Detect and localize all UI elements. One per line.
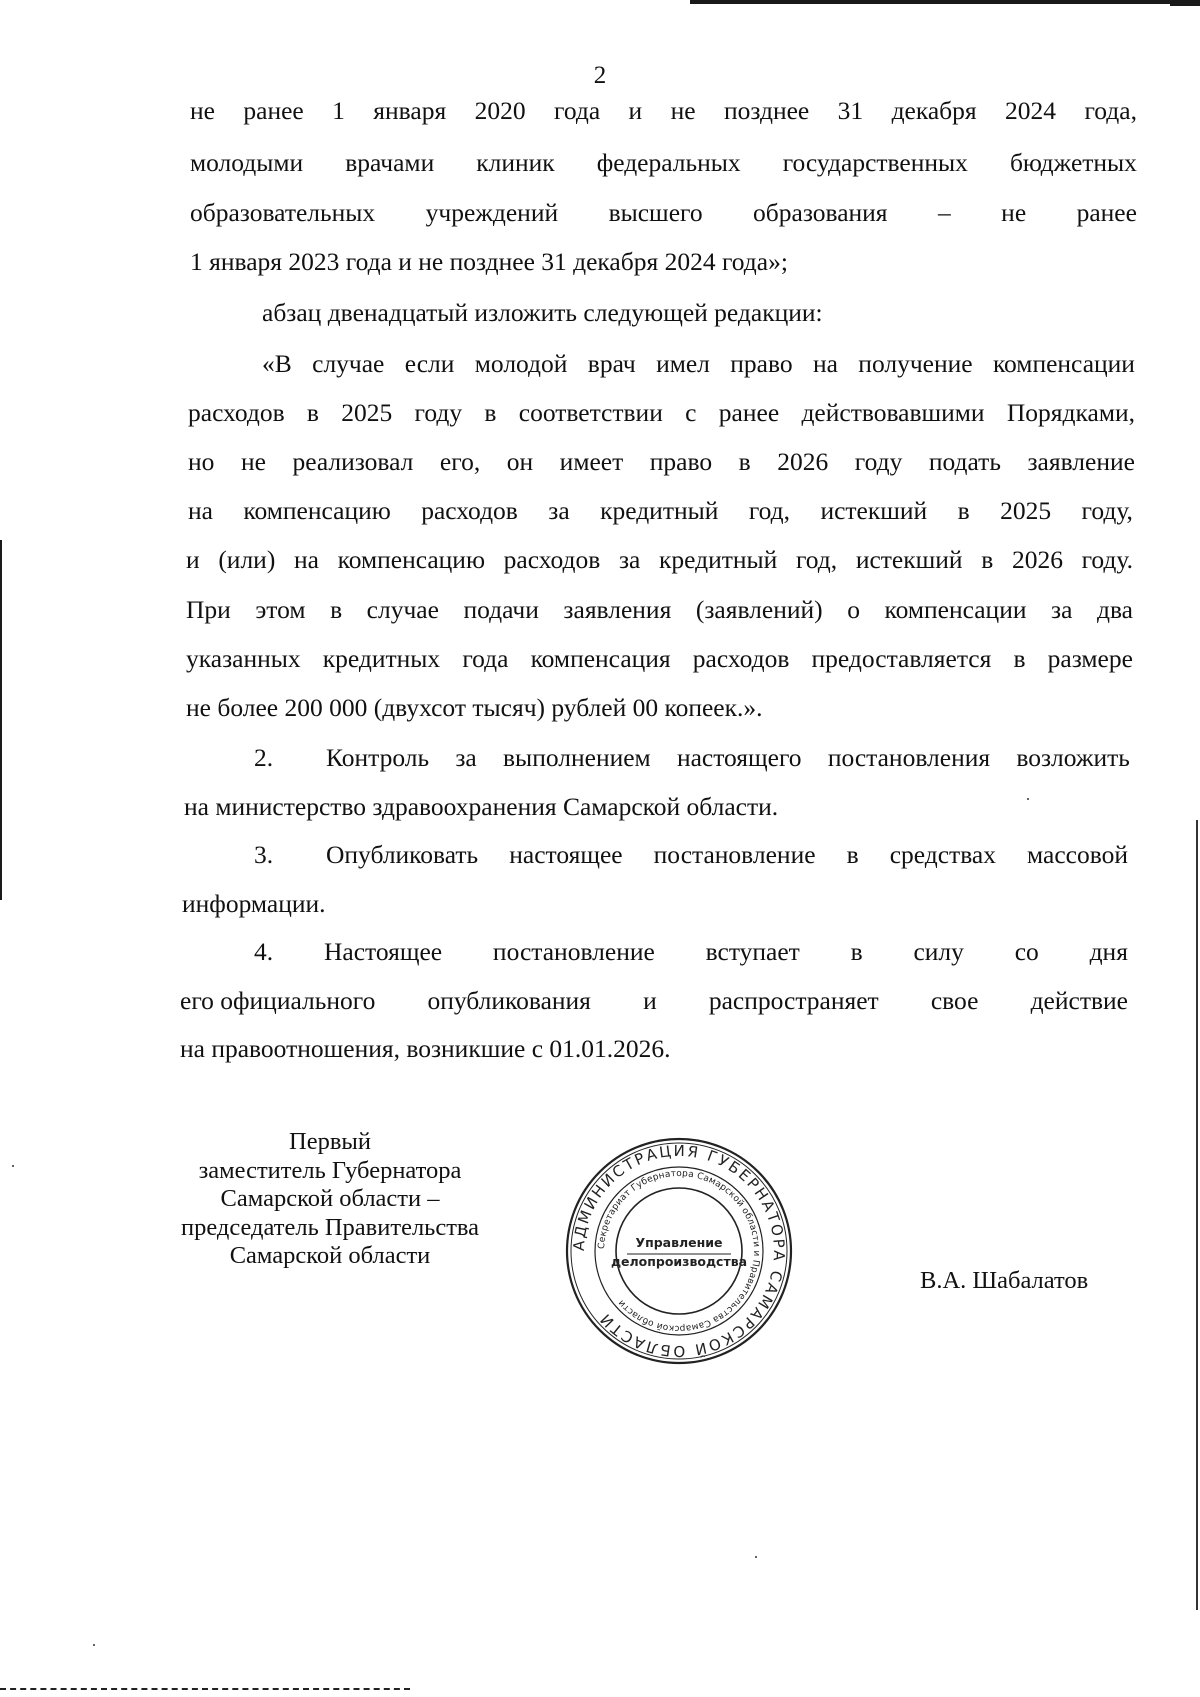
text-word: учреждений — [425, 198, 559, 227]
text-line — [180, 984, 1128, 1018]
text-word: действовавшими — [801, 398, 985, 427]
text-word: имеет — [559, 447, 624, 476]
text-word: заявления — [563, 595, 672, 624]
stamp-outer-text: АДМИНИСТРАЦИЯ ГУБЕРНАТОРА САМАРСКОЙ ОБЛАСТИ — [569, 1141, 789, 1361]
text-word: расходов — [692, 644, 790, 673]
text-word: со — [1014, 937, 1039, 966]
text-word: 1 — [332, 96, 345, 125]
text-word: государственных — [782, 148, 968, 177]
text-word: за — [548, 496, 570, 525]
text-word: году, — [1081, 496, 1133, 525]
text-word: (заявлений) — [695, 595, 823, 624]
text-word: декабря — [891, 96, 977, 125]
text-word: в — [330, 595, 343, 624]
text-word: не — [1001, 198, 1027, 227]
scan-speck — [12, 1165, 14, 1167]
text-word: действие — [1030, 986, 1128, 1015]
text-line — [188, 445, 1135, 479]
text-word: федеральных — [596, 148, 741, 177]
text-word: компенсации — [992, 349, 1135, 378]
scan-speck — [755, 1556, 757, 1558]
text-word: свое — [930, 986, 979, 1015]
scan-artifact-right — [1196, 820, 1198, 1610]
text-word: два — [1097, 595, 1133, 624]
text-line — [188, 494, 1133, 528]
paragraph-number: 4. — [254, 937, 274, 966]
text-word: 2025 — [341, 398, 393, 427]
official-stamp — [563, 1135, 795, 1367]
scan-speck — [1027, 798, 1029, 800]
text-word: не — [190, 96, 215, 125]
text-line: не более 200 000 (двухсот тысяч) рублей 00 копеек.». — [186, 693, 763, 722]
text-word: году — [854, 447, 903, 476]
text-word: компенсацию — [243, 496, 391, 525]
text-word: соответствии — [518, 398, 663, 427]
text-word: «В — [262, 349, 292, 378]
text-word: Порядками, — [1006, 398, 1135, 427]
text-word: если — [404, 349, 455, 378]
text-word: – — [937, 198, 951, 227]
text-word: подать — [928, 447, 1001, 476]
text-word: его официального — [180, 986, 376, 1015]
text-word: на — [293, 545, 319, 574]
text-word: году. — [1081, 545, 1133, 574]
text-word: года — [462, 644, 509, 673]
text-word: бюджетных — [1009, 148, 1137, 177]
text-word: постановления — [827, 743, 991, 772]
text-word: дня — [1089, 937, 1128, 966]
stamp-center-line: делопроизводства — [610, 1254, 748, 1269]
text-line — [186, 593, 1133, 627]
text-word: право — [649, 447, 713, 476]
signature-position — [150, 1128, 510, 1271]
scan-speck — [93, 1644, 95, 1646]
page-number: 2 — [593, 62, 607, 89]
text-word: кредитный — [659, 545, 778, 574]
text-word: постановление — [653, 840, 816, 869]
text-word: этом — [255, 595, 306, 624]
stamp-middle-text: Секретариат Губернатора Самарской области и Правительства Самарской области — [596, 1168, 762, 1334]
text-word: в — [484, 398, 497, 427]
scan-artifact-top — [690, 0, 1200, 4]
text-word: ранее — [243, 96, 304, 125]
text-word: году — [414, 398, 463, 427]
text-word: 2026 — [1011, 545, 1063, 574]
text-word: и — [643, 986, 657, 1015]
text-word: 2024 — [1005, 96, 1057, 125]
text-word: он — [506, 447, 534, 476]
text-line — [190, 196, 1137, 230]
text-word: средствах — [889, 840, 996, 869]
text-word: и — [628, 96, 643, 125]
text-line — [186, 642, 1133, 676]
text-word: силу — [913, 937, 964, 966]
signature-position-line: Самарской области — [229, 1242, 431, 1269]
text-word: расходов — [503, 545, 601, 574]
text-line — [190, 146, 1137, 180]
text-word: за — [1051, 595, 1073, 624]
text-word: в — [846, 840, 859, 869]
text-word: в — [957, 496, 970, 525]
text-word: его, — [439, 447, 481, 476]
text-word: подачи — [463, 595, 539, 624]
text-word: в — [1013, 644, 1026, 673]
text-word: При — [186, 595, 231, 624]
text-word: компенсации — [884, 595, 1027, 624]
text-line: на правоотношения, возникшие с 01.01.2026. — [180, 1034, 671, 1063]
text-word: распространяет — [708, 986, 879, 1015]
text-word: Опубликовать — [326, 840, 479, 869]
text-word: 2026 — [777, 447, 829, 476]
text-word: за — [618, 545, 641, 574]
text-word: истекший — [820, 496, 928, 525]
text-word: имел — [656, 349, 710, 378]
text-word: постановление — [492, 937, 655, 966]
text-word: случае — [366, 595, 439, 624]
text-line — [262, 347, 1135, 381]
text-word: кредитный — [600, 496, 719, 525]
text-word: расходов — [421, 496, 518, 525]
text-line — [190, 94, 1137, 128]
text-word: размере — [1047, 644, 1133, 673]
text-word: (или) — [218, 545, 276, 574]
text-word: кредитных — [322, 644, 441, 673]
text-word: Настоящее — [324, 937, 443, 966]
text-line — [326, 838, 1128, 872]
text-word: в — [738, 447, 751, 476]
text-word: с — [685, 398, 697, 427]
text-word: выполнением — [503, 743, 651, 772]
text-line: на министерство здравоохранения Самарской области. — [184, 792, 779, 821]
text-word: 31 — [837, 96, 864, 125]
text-word: получение — [858, 349, 973, 378]
signature-position-line: Самарской области – — [220, 1185, 440, 1212]
text-line — [186, 543, 1133, 577]
text-word: не — [670, 96, 696, 125]
text-word: но — [188, 447, 215, 476]
paragraph-number: 3. — [254, 840, 274, 869]
text-word: Контроль — [326, 743, 430, 772]
text-word: образования — [753, 198, 888, 227]
text-word: массовой — [1027, 840, 1128, 869]
text-word: на — [812, 349, 838, 378]
text-word: заявление — [1027, 447, 1135, 476]
scan-artifact-top-2 — [1170, 4, 1200, 6]
text-line — [188, 396, 1135, 430]
text-word: молодой — [474, 349, 568, 378]
text-line: абзац двенадцатый изложить следующей редакции: — [262, 298, 823, 327]
text-word: компенсацию — [337, 545, 486, 574]
text-word: ранее — [718, 398, 780, 427]
text-word: вступает — [705, 937, 800, 966]
scan-artifact-bottom — [0, 1688, 410, 1692]
text-word: 2025 — [1000, 496, 1052, 525]
text-word: молодыми — [190, 148, 304, 177]
text-word: за — [455, 743, 477, 772]
text-word: и — [186, 545, 200, 574]
text-line: информации. — [182, 889, 326, 918]
text-word: указанных — [186, 644, 301, 673]
text-word: года — [554, 96, 601, 125]
text-word: год, — [748, 496, 791, 525]
text-word: высшего — [608, 198, 703, 227]
text-word: настоящего — [676, 743, 802, 772]
text-word: 2020 — [474, 96, 526, 125]
text-word: ранее — [1076, 198, 1137, 227]
signer-name: В.А. Шабалатов — [920, 1267, 1089, 1294]
text-line — [326, 741, 1130, 775]
text-word: реализовал — [292, 447, 414, 476]
text-word: года, — [1084, 96, 1137, 125]
text-word: опубликования — [427, 986, 591, 1015]
text-word: право — [730, 349, 793, 378]
text-word: о — [847, 595, 860, 624]
paragraph-number: 2. — [254, 743, 274, 772]
text-word: не — [240, 447, 266, 476]
text-word: на — [188, 496, 213, 525]
text-line: 1 января 2023 года и не позднее 31 декабря 2024 года»; — [190, 247, 788, 276]
signature-position-line: заместитель Губернатора — [198, 1156, 462, 1184]
text-line — [324, 935, 1128, 969]
text-word: в — [306, 398, 319, 427]
text-word: января — [373, 96, 447, 125]
text-word: врач — [587, 349, 636, 378]
text-word: истекший — [855, 545, 963, 574]
signature-position-line: Первый — [289, 1128, 371, 1155]
text-word: врачами — [345, 148, 435, 177]
text-word: возложить — [1016, 743, 1130, 772]
text-word: в — [850, 937, 863, 966]
text-word: образовательных — [190, 198, 376, 227]
text-word: в — [981, 545, 994, 574]
text-word: клиник — [476, 148, 555, 177]
scan-artifact-left — [0, 540, 2, 900]
text-word: настоящее — [509, 840, 623, 869]
text-word: год, — [795, 545, 838, 574]
text-word: позднее — [723, 96, 810, 125]
text-word: предоставляется — [811, 644, 992, 673]
text-word: компенсация — [530, 644, 671, 673]
text-word: расходов — [188, 398, 285, 427]
signature-position-line: председатель Правительства — [180, 1213, 480, 1241]
text-word: случае — [312, 349, 385, 378]
stamp-center-line: Управление — [635, 1235, 723, 1250]
